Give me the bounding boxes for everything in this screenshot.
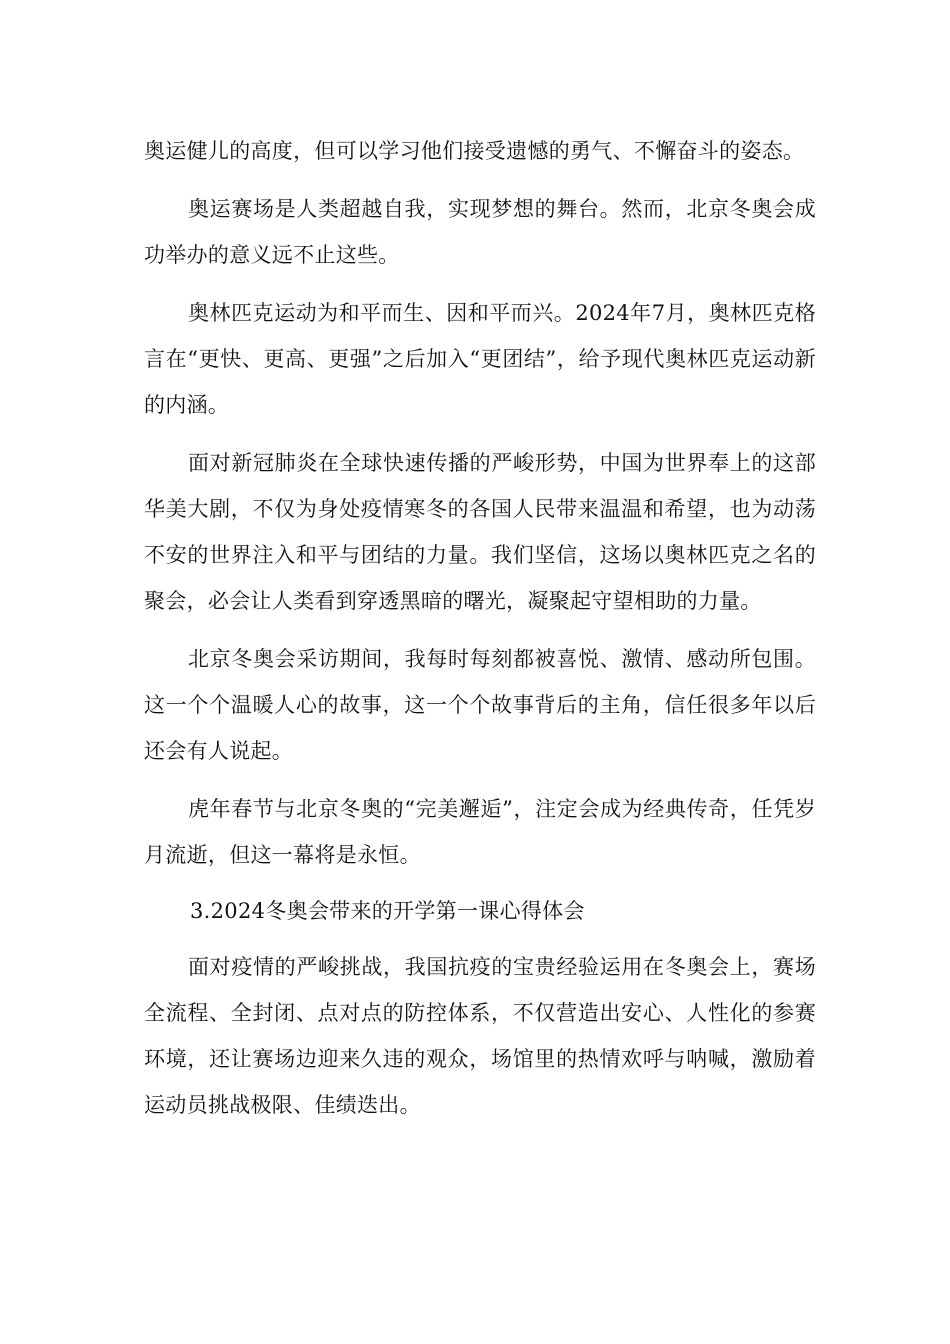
document-body	[144, 128, 816, 1140]
paragraph: 北京冬奥会采访期间，我每时每刻都被喜悦、激情、感动所包围。这一个个温暖人心的故事，这一个个故事背后的主角，信任很多年以后还会有人说起。	[144, 647, 816, 763]
paragraph: 奥运赛场是人类超越自我，实现梦想的舞台。然而，北京冬奥会成功举办的意义远不止这些。	[144, 197, 816, 267]
section-heading: 3.2024冬奥会带来的开学第一课心得体会	[190, 899, 585, 923]
paragraph: 面对新冠肺炎在全球快速传播的严峻形势，中国为世界奉上的这部华美大剧，不仅为身处疫情寒冬的各国人民带来温温和希望，也为动荡不安的世界注入和平与团结的力量。我们坚信，这场以奥林匹克之名的聚会，必会让人类看到穿透黑暗的曙光，凝聚起守望相助的力量。	[144, 451, 816, 613]
paragraph: 奥林匹克运动为和平而生、因和平而兴。2024年7月，奥林匹克格言在“更快、更高、更强”之后加入“更团结”，给予现代奥林匹克运动新的内涵。	[144, 301, 816, 417]
paragraph: 虎年春节与北京冬奥的“完美邂逅”，注定会成为经典传奇，任凭岁月流逝，但这一幕将是永恒。	[144, 797, 816, 867]
paragraph-continuation: 奥运健儿的高度，但可以学习他们接受遗憾的勇气、不懈奋斗的姿态。	[144, 139, 805, 163]
paragraph: 面对疫情的严峻挑战，我国抗疫的宝贵经验运用在冬奥会上，赛场全流程、全封闭、点对点的防控体系，不仅营造出安心、人性化的参赛环境，还让赛场边迎来久违的观众，场馆里的热情欢呼与呐喊，激励着运动员挑战极限、佳绩迭出。	[144, 955, 816, 1117]
